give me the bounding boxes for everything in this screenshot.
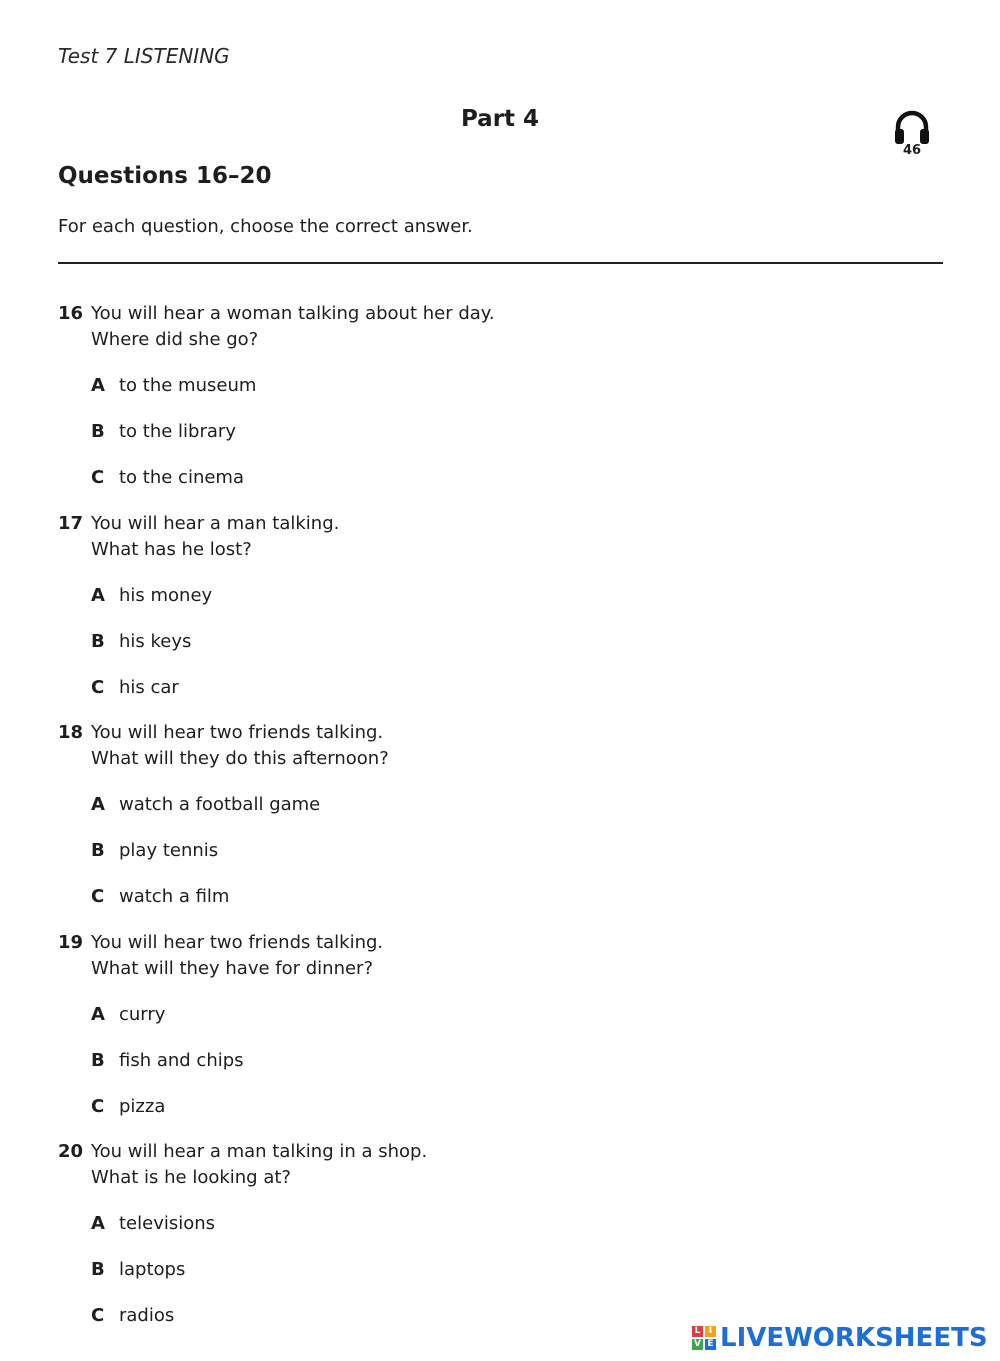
question-text: What is he looking at? xyxy=(91,1167,291,1188)
questions-heading: Questions 16–20 xyxy=(58,163,272,189)
option-b[interactable] xyxy=(91,421,236,442)
option-letter: A xyxy=(91,1003,105,1025)
question-prompt: You will hear two friends talking. xyxy=(91,931,384,953)
track-number: 46 xyxy=(902,143,922,158)
question-16 xyxy=(58,303,938,513)
option-c[interactable] xyxy=(91,1305,174,1326)
question-number: 20 xyxy=(58,1141,84,1162)
option-b[interactable] xyxy=(91,1050,244,1071)
option-text: his money xyxy=(119,584,213,606)
question-number: 18 xyxy=(58,722,84,743)
liveworksheets-logo[interactable] xyxy=(692,1322,988,1354)
option-a[interactable] xyxy=(91,585,212,606)
option-b[interactable] xyxy=(91,1259,185,1280)
option-letter: C xyxy=(91,1305,105,1326)
logo-mark-tile: V xyxy=(692,1339,703,1350)
option-text: fish and chips xyxy=(119,1049,244,1071)
logo-mark-tile: L xyxy=(692,1326,703,1337)
question-number: 17 xyxy=(58,512,84,534)
option-text: watch a football game xyxy=(119,794,321,815)
option-text: pizza xyxy=(119,1095,166,1117)
question-prompt: You will hear two friends talking. xyxy=(91,722,384,743)
option-text: to the library xyxy=(119,421,236,442)
question-18 xyxy=(58,722,938,932)
option-letter: C xyxy=(91,1095,105,1117)
option-text: curry xyxy=(119,1003,166,1025)
option-a[interactable] xyxy=(91,375,256,396)
option-c[interactable] xyxy=(91,467,244,488)
option-text: to the cinema xyxy=(119,467,244,488)
option-letter: B xyxy=(91,1259,105,1280)
logo-mark-tile: E xyxy=(705,1339,716,1350)
question-text: What will they do this afternoon? xyxy=(91,748,389,769)
option-a[interactable] xyxy=(91,794,320,815)
option-text: televisions xyxy=(119,1213,216,1234)
option-letter: B xyxy=(91,1049,105,1071)
logo-mark-icon xyxy=(692,1326,716,1350)
instruction-text: For each question, choose the correct answer. xyxy=(58,216,473,237)
option-text: play tennis xyxy=(119,840,219,861)
option-c[interactable] xyxy=(91,1096,165,1117)
question-list xyxy=(58,303,938,1351)
option-a[interactable] xyxy=(91,1213,215,1234)
question-number: 16 xyxy=(58,303,84,324)
option-b[interactable] xyxy=(91,840,218,861)
option-c[interactable] xyxy=(91,886,229,907)
question-number: 19 xyxy=(58,931,84,953)
question-19 xyxy=(58,932,938,1142)
option-b[interactable] xyxy=(91,631,191,652)
option-a[interactable] xyxy=(91,1004,165,1025)
option-text: his car xyxy=(119,676,179,698)
logo-mark-tile: I xyxy=(705,1326,716,1337)
option-letter: A xyxy=(91,584,105,606)
question-text: Where did she go? xyxy=(91,329,259,350)
option-text: laptops xyxy=(119,1259,186,1280)
option-letter: B xyxy=(91,630,105,652)
option-c[interactable] xyxy=(91,677,179,698)
question-prompt: You will hear a man talking. xyxy=(91,512,340,534)
question-20 xyxy=(58,1141,938,1351)
part-title: Part 4 xyxy=(460,106,540,132)
divider xyxy=(58,262,943,264)
option-letter: A xyxy=(91,1213,105,1234)
option-letter: C xyxy=(91,676,105,698)
question-prompt: You will hear a man talking in a shop. xyxy=(91,1141,428,1162)
option-text: his keys xyxy=(119,630,192,652)
question-17 xyxy=(58,513,938,723)
test-label: Test 7 LISTENING xyxy=(58,44,230,68)
option-letter: A xyxy=(91,375,105,396)
question-text: What has he lost? xyxy=(91,538,252,560)
option-letter: C xyxy=(91,886,105,907)
option-text: watch a film xyxy=(119,886,230,907)
option-letter: B xyxy=(91,840,105,861)
option-letter: A xyxy=(91,794,105,815)
option-letter: C xyxy=(91,467,105,488)
logo-text: LIVEWORKSHEETS xyxy=(720,1323,988,1353)
option-text: to the museum xyxy=(119,375,257,396)
question-text: What will they have for dinner? xyxy=(91,957,374,979)
headphones-icon xyxy=(892,108,932,146)
option-letter: B xyxy=(91,421,105,442)
question-prompt: You will hear a woman talking about her day. xyxy=(91,303,495,324)
audio-track-indicator xyxy=(890,108,934,168)
option-text: radios xyxy=(119,1305,175,1326)
